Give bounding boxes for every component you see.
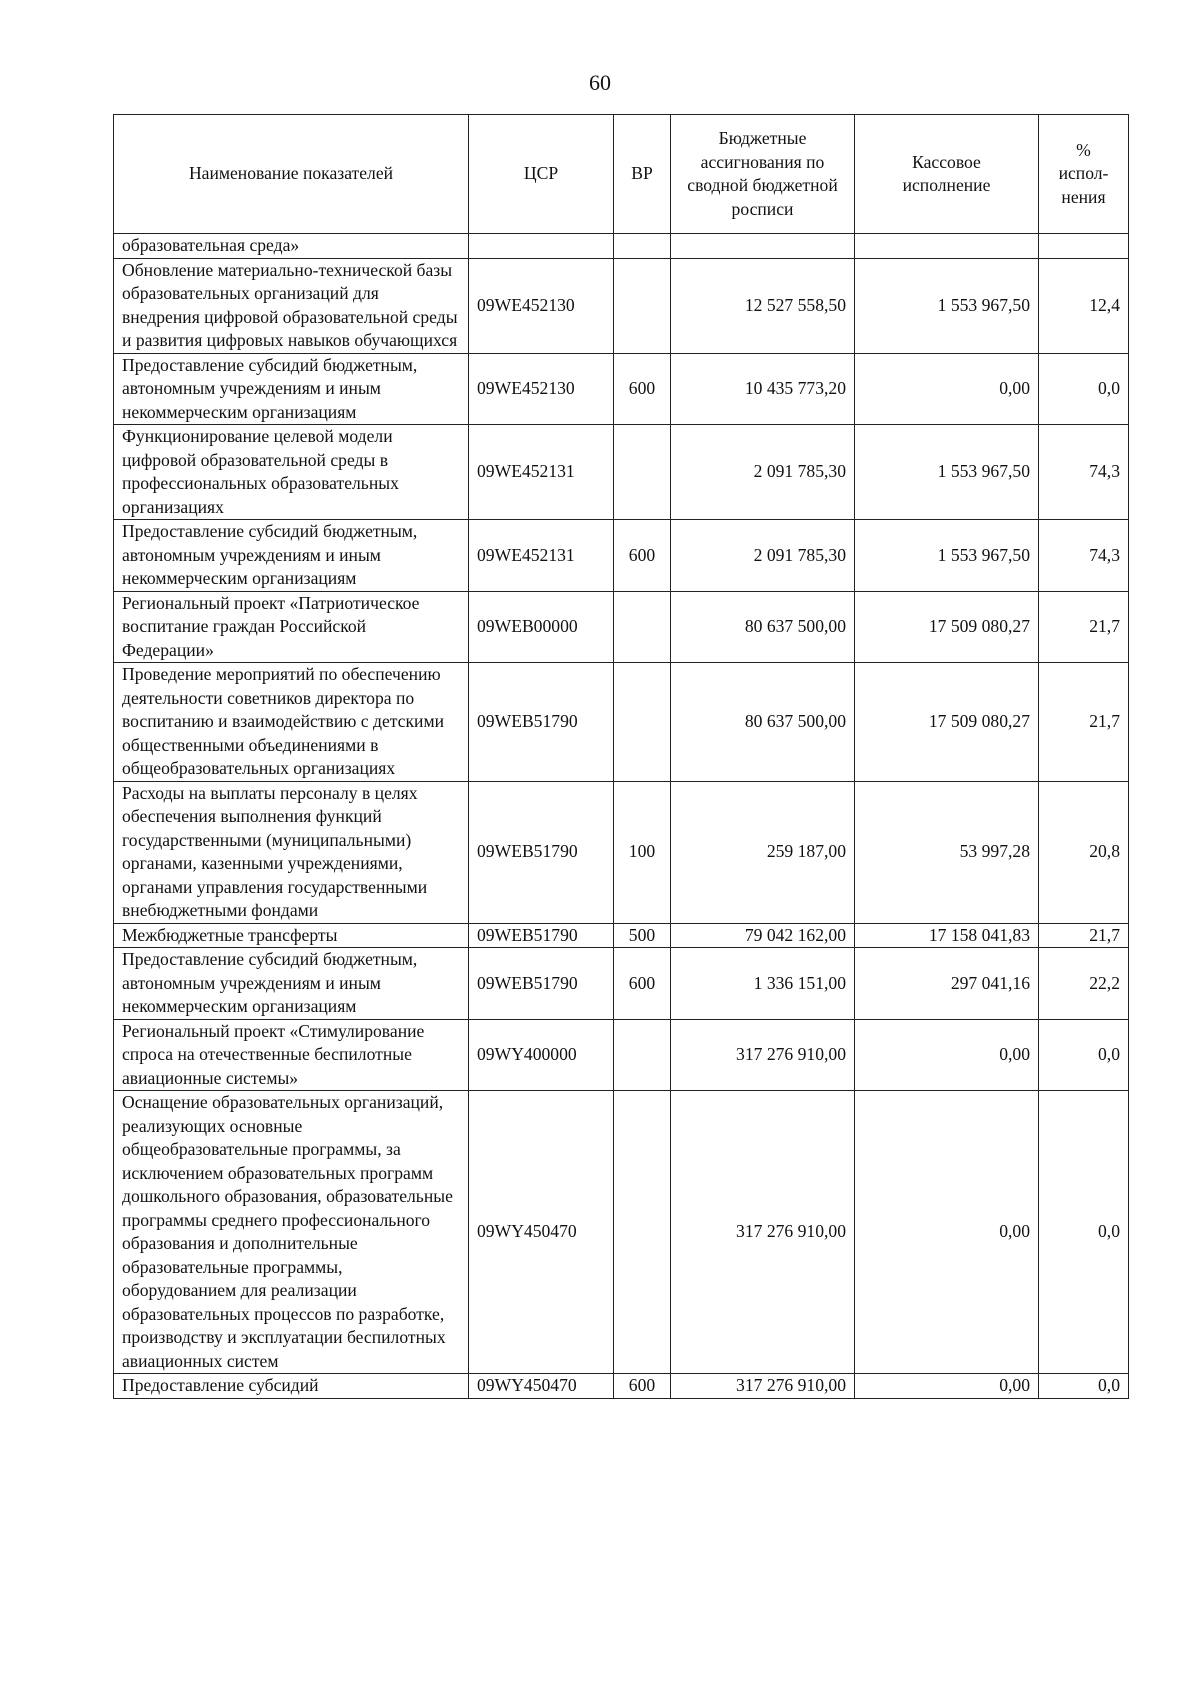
cell-vr [614,258,671,353]
cell-budget: 10 435 773,20 [671,353,855,425]
header-name: Наименование показателей [114,115,469,234]
cell-percent [1039,234,1129,259]
cell-name: Расходы на выплаты персоналу в целях обеспечения выполнения функций государственными (муниципальными) органами, казенными учреждениями, органами управления государственными внебюджетными фондами [114,781,469,923]
cell-cash: 17 509 080,27 [855,591,1039,663]
cell-vr [614,1019,671,1091]
cell-vr: 100 [614,781,671,923]
header-csr: ЦСР [469,115,614,234]
cell-cash: 17 158 041,83 [855,923,1039,948]
table-row [114,663,1129,782]
cell-name: Предоставление субсидий бюджетным, автономным учреждениям и иным некоммерческим организациям [114,948,469,1020]
cell-name: Предоставление субсидий бюджетным, автономным учреждениям и иным некоммерческим организациям [114,520,469,592]
header-cash: Кассовое исполнение [855,115,1039,234]
cell-budget: 317 276 910,00 [671,1374,855,1399]
cell-csr: 09WEB51790 [469,663,614,782]
cell-vr [614,1091,671,1374]
cell-vr: 600 [614,1374,671,1399]
cell-vr [614,663,671,782]
header-vr: ВР [614,115,671,234]
cell-vr: 500 [614,923,671,948]
cell-csr: 09WY400000 [469,1019,614,1091]
cell-percent: 21,7 [1039,591,1129,663]
table-row [114,425,1129,520]
cell-percent: 0,0 [1039,353,1129,425]
table-header-row [114,115,1129,234]
table-row [114,591,1129,663]
header-percent: % испол-нения [1039,115,1129,234]
cell-percent: 74,3 [1039,520,1129,592]
page-number: 60 [589,70,611,95]
cell-cash: 297 041,16 [855,948,1039,1020]
cell-csr: 09WE452131 [469,425,614,520]
cell-percent: 0,0 [1039,1019,1129,1091]
cell-budget [671,234,855,259]
cell-percent: 74,3 [1039,425,1129,520]
cell-cash: 0,00 [855,1091,1039,1374]
cell-cash: 1 553 967,50 [855,425,1039,520]
cell-percent: 22,2 [1039,948,1129,1020]
cell-csr [469,234,614,259]
cell-csr: 09WY450470 [469,1374,614,1399]
cell-budget: 1 336 151,00 [671,948,855,1020]
cell-cash: 0,00 [855,1374,1039,1399]
cell-cash: 0,00 [855,353,1039,425]
cell-name: образовательная среда» [114,234,469,259]
cell-csr: 09WEB00000 [469,591,614,663]
budget-execution-table [113,114,1129,1399]
table-row [114,1374,1129,1399]
header-budget: Бюджетные ассигнования по сводной бюджетной росписи [671,115,855,234]
cell-percent: 0,0 [1039,1091,1129,1374]
cell-vr: 600 [614,520,671,592]
cell-cash: 53 997,28 [855,781,1039,923]
cell-budget: 317 276 910,00 [671,1019,855,1091]
cell-cash: 0,00 [855,1019,1039,1091]
table-row [114,948,1129,1020]
cell-vr: 600 [614,948,671,1020]
cell-csr: 09WEB51790 [469,948,614,1020]
cell-percent: 21,7 [1039,663,1129,782]
cell-percent: 12,4 [1039,258,1129,353]
cell-name: Региональный проект «Стимулирование спроса на отечественные беспилотные авиационные системы» [114,1019,469,1091]
cell-name: Региональный проект «Патриотическое воспитание граждан Российской Федерации» [114,591,469,663]
cell-budget: 12 527 558,50 [671,258,855,353]
cell-name: Проведение мероприятий по обеспечению деятельности советников директора по воспитанию и взаимодействию с детскими общественными объединениями в общеобразовательных организациях [114,663,469,782]
table-row [114,781,1129,923]
cell-budget: 317 276 910,00 [671,1091,855,1374]
cell-budget: 2 091 785,30 [671,520,855,592]
table-row [114,1019,1129,1091]
cell-percent: 0,0 [1039,1374,1129,1399]
table-row [114,520,1129,592]
cell-csr: 09WE452131 [469,520,614,592]
cell-name: Межбюджетные трансферты [114,923,469,948]
cell-csr: 09WE452130 [469,353,614,425]
cell-name: Обновление материально-технической базы образовательных организаций для внедрения цифровой образовательной среды и развития цифровых навыков обучающихся [114,258,469,353]
cell-name: Оснащение образовательных организаций, реализующих основные общеобразовательные программы, за исключением образовательных программ дошкольного образования, образовательные программы среднего профессионального образования и дополнительные образовательные программы, оборудованием для реализации образовательных процессов по разработке, производству и эксплуатации беспилотных авиационных систем [114,1091,469,1374]
cell-vr: 600 [614,353,671,425]
table-row [114,258,1129,353]
cell-budget: 80 637 500,00 [671,591,855,663]
table-row [114,234,1129,259]
cell-cash: 1 553 967,50 [855,520,1039,592]
cell-name: Функционирование целевой модели цифровой образовательной среды в профессиональных образовательных организациях [114,425,469,520]
cell-budget: 79 042 162,00 [671,923,855,948]
cell-name: Предоставление субсидий [114,1374,469,1399]
table-row [114,353,1129,425]
cell-csr: 09WEB51790 [469,923,614,948]
cell-cash [855,234,1039,259]
cell-csr: 09WEB51790 [469,781,614,923]
cell-budget: 259 187,00 [671,781,855,923]
cell-cash: 17 509 080,27 [855,663,1039,782]
cell-budget: 2 091 785,30 [671,425,855,520]
table-row [114,1091,1129,1374]
cell-csr: 09WY450470 [469,1091,614,1374]
cell-vr [614,591,671,663]
table-row [114,923,1129,948]
table-body [114,234,1129,1399]
cell-cash: 1 553 967,50 [855,258,1039,353]
cell-percent: 20,8 [1039,781,1129,923]
cell-vr [614,234,671,259]
cell-csr: 09WE452130 [469,258,614,353]
cell-name: Предоставление субсидий бюджетным, автономным учреждениям и иным некоммерческим организациям [114,353,469,425]
cell-vr [614,425,671,520]
cell-percent: 21,7 [1039,923,1129,948]
cell-budget: 80 637 500,00 [671,663,855,782]
